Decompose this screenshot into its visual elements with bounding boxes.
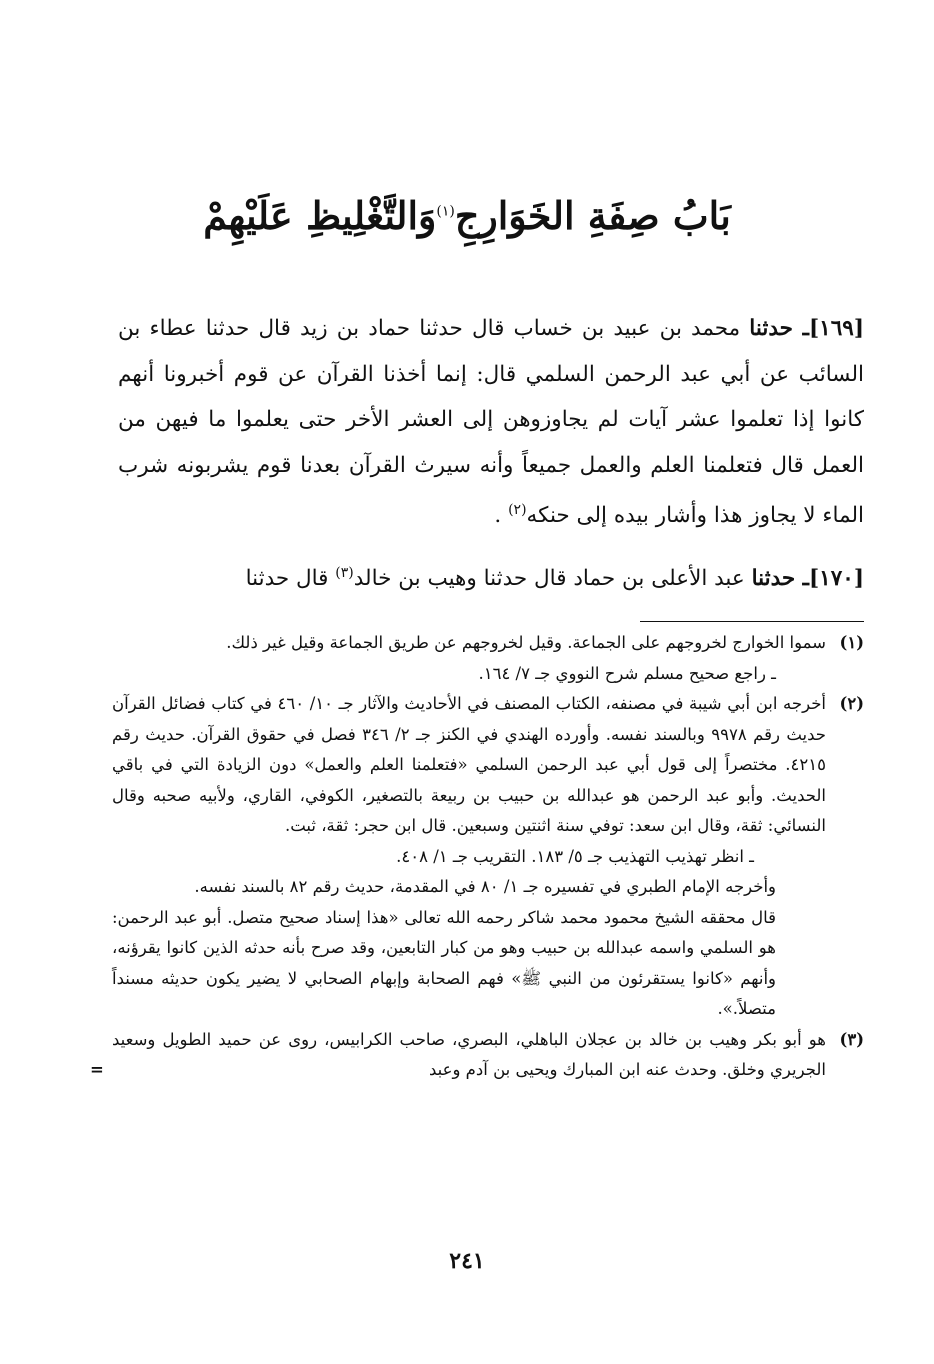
footnote-2 xyxy=(112,689,864,1025)
footnote-text: وأخرجه الإمام الطبري في تفسيره جـ ١/ ٨٠ في المقدمة، حديث رقم ٨٢ بالسند نفسه. xyxy=(194,877,776,896)
footnote-1 xyxy=(112,628,864,689)
hadith-body: محمد بن عبيد بن خساب قال حدثنا حماد بن زيد قال حدثنا عطاء بن السائب عن أبي عبد الرحمن السلمي قال: إنما أخذنا القرآن عن قوم أخبرونا أنهم كانوا إذا تعلموا عشر آيات لم يجاوزوهن إلى العشر الأخر حتى يعلموا ما فيهن من العمل قال فتعلمنا العلم والعمل جميعاً وأنه سيرث القرآن بعدنا قوم يشربونه شرب الماء لا يجاوز هذا وأشار بيده إلى حنكه xyxy=(118,316,864,529)
chapter-title-main: بَابُ صِفَةِ الخَوَارِجِ xyxy=(454,193,731,239)
chapter-title xyxy=(0,193,934,238)
hadith-number: [١٧٠] xyxy=(808,565,864,591)
chapter-title-rest: وَالتَّغْلِيظِ عَلَيْهِمْ xyxy=(203,193,437,239)
hadith-169 xyxy=(118,306,864,539)
footnote-text: قال محققه الشيخ محمود محمد شاكر رحمه الله تعالى «هذا إسناد صحيح متصل. أبو عبد الرحمن: هو السلمي واسمه عبدالله بن حبيب وهو من كبار التابعين، وقد صرح بأنه حدثه الذين كانوا يقرؤنه، وأنهم «كانوا يستقرئون من النبي ﷺ» فهم الصحابة وإبهام الصحابي لا يضير يكون حديثه مسنداً متصلاً.». xyxy=(112,907,776,1018)
footnote-marker: (٢) xyxy=(839,694,864,713)
hadith-number: [١٦٩] xyxy=(808,316,864,341)
footnotes xyxy=(90,628,864,1086)
footnote-text: هو أبو بكر وهيب بن خالد بن عجلان الباهلي، البصري، صاحب الكرابيس، روى عن حميد الطويل وسعيد الجريري وخلق. وحدث عنه ابن المبارك ويحيى بن آدم وعبد xyxy=(112,1029,826,1079)
hadith-lead: ـ حدثنا xyxy=(749,316,809,341)
footnote-marker: (٣) xyxy=(839,1029,864,1049)
footnote-ref-2[interactable]: (٢) xyxy=(508,502,527,518)
footnote-text: أخرجه ابن أبي شيبة في مصنفه، الكتاب المصنف في الأحاديث والآثار جـ ١٠/ ٤٦٠ في كتاب فضائل القرآن حديث رقم ٩٩٧٨ وبالسند نفسه. وأورده الهندي في الكنز جـ ٢/ ٣٤٦ فصل في حقوق القرآن. حديث رقم ٤٢١٥. مختصراً إلى قول أبي عبد الرحمن السلمي «فتعلمنا العلم والعمل» دون الزيادة التي في باقي الحديث. وأبو عبد الرحمن هو عبدالله بن حبيب بن ربيعة بالتصغير، الكوفي، القاري، ولأبيه صحبه وقال النسائي: ثقة، وقال ابن سعد: توفي سنة اثنتين وسبعين. قال ابن حجر: ثقة، ثبت. xyxy=(112,694,826,835)
continuation-mark: = xyxy=(90,1060,104,1079)
footnote-ref-3[interactable]: (٣) xyxy=(335,564,354,581)
hadith-body-end: . xyxy=(494,503,509,529)
footnote-3 xyxy=(90,1025,864,1086)
hadith-body: عبد الأعلى بن حماد قال حدثنا وهيب بن خالد xyxy=(353,565,752,591)
footnote-ref-1[interactable]: (١) xyxy=(436,203,455,220)
page-number: ٢٤١ xyxy=(449,1248,485,1274)
footnote-marker: (١) xyxy=(839,633,864,652)
footnote-text: سموا الخوارج لخروجهم على الجماعة. وقيل لخروجهم عن طريق الجماعة وقيل غير ذلك. xyxy=(226,633,826,652)
footnote-separator xyxy=(640,621,864,622)
hadith-body-end: قال حدثنا xyxy=(245,565,336,591)
hadith-170 xyxy=(118,551,864,602)
hadith-text xyxy=(118,306,864,601)
footnote-reference: ـ انظر تهذيب التهذيب جـ ٥/ ١٨٣. التقريب جـ ١/ ٤٠٨. xyxy=(396,846,754,866)
hadith-lead: ـ حدثنا xyxy=(751,565,809,591)
footnote-reference: ـ راجع صحيح مسلم شرح النووي جـ ٧/ ١٦٤. xyxy=(478,663,776,683)
